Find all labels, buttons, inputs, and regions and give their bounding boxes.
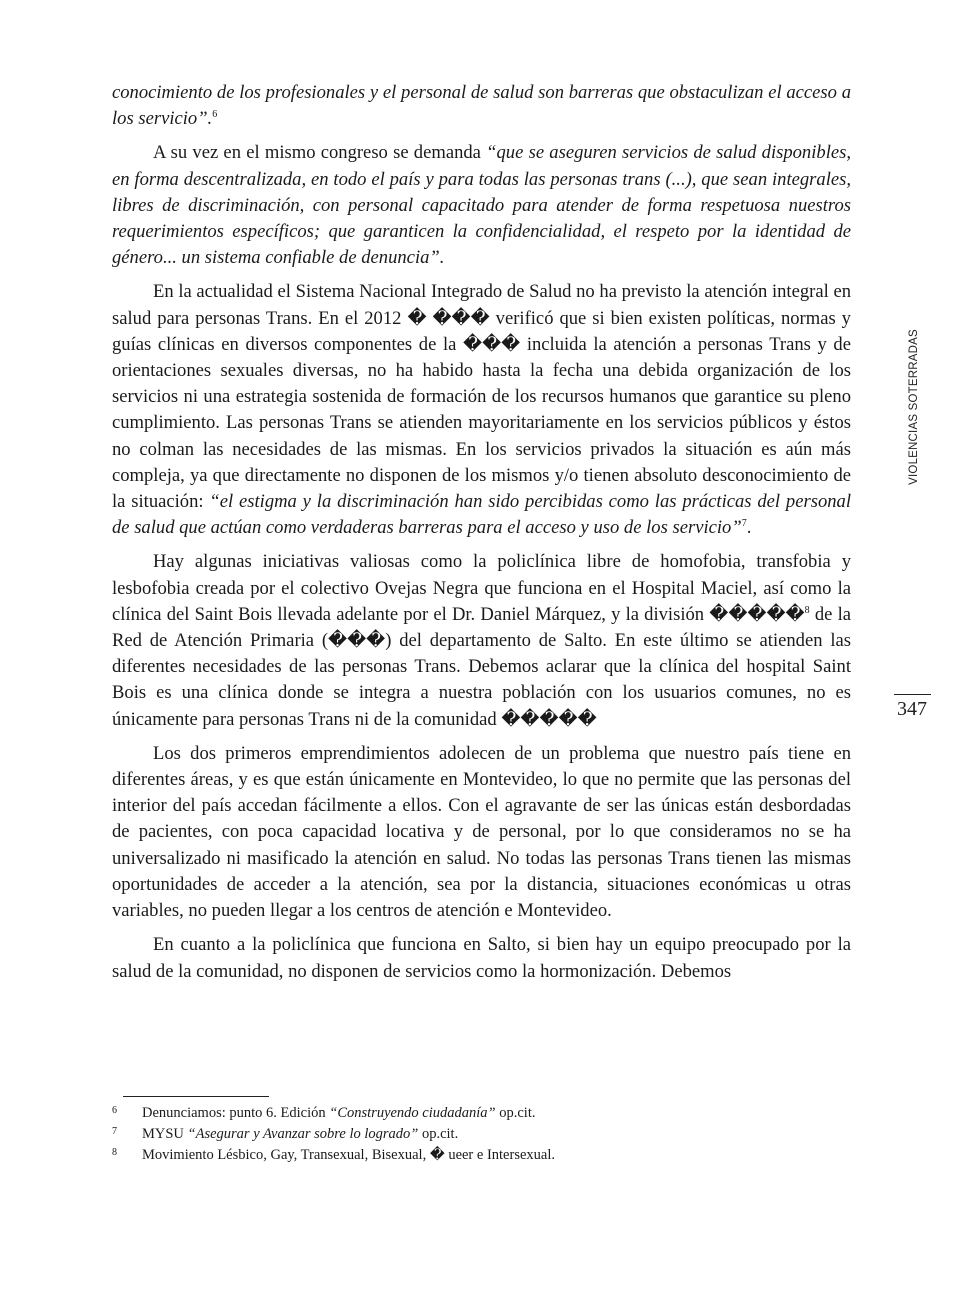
paragraph-text: incluida la atención a personas Trans y de orientaciones sexuales diversas, no ha habido hasta la fecha una debida organización de los servicios ni una estrategia sostenida de formación de los recursos humanos que garantice su pleno cumplimiento. Las personas Trans se atienden mayoritariamente en los servicios públicos y éstos no colman las necesidades de las mismas. En los servicios privados la situación es aún más compleja, ya que directamente no disponen de los mismos y/o tienen absoluto desconocimiento de la situación:: [112, 333, 851, 513]
paragraph-text: ) del departamento de Salto. En este último se atienden las diferentes necesidades de las personas Trans. Debemos aclarar que la clínica del hospital Saint Bois es una clínica donde se integra a nuestra población con los usuarios comunes, no es únicamente para personas Trans ni de la comunidad: [112, 630, 851, 730]
quote-text: “el estigma y la discriminación han sido percibidas como las prácticas del personal de salud que actúan como verdaderas barreras para el acceso y uso de los servicio”: [112, 491, 852, 539]
page-number: 347: [897, 698, 927, 720]
paragraph-1: [112, 80, 851, 132]
footnotes: [112, 1103, 851, 1166]
paragraph-text: En la actualidad el Sistema Nacional Integrado de Salud no ha previsto la atención integral en salud para personas Trans. En el 2012: [112, 281, 851, 329]
footnote-text: Denunciamos: punto 6. Edición “Construyendo ciudadanía” op.cit.: [142, 1105, 536, 1121]
paragraph-text: Hay algunas iniciativas valiosas como la policlínica libre de homofobia, transfobia y lesbofobia creada por el colectivo Ovejas Negra que funciona en el Hospital Maciel, así como la clínica del Saint Bois llevada adelante por el Dr. Daniel Márquez, y la división: [112, 551, 851, 625]
paragraph-text: de la Red de Atención Primaria (: [112, 603, 851, 652]
footnote-ref[interactable]: 6: [212, 109, 218, 121]
paragraph-text: A su vez en el mismo congreso se demanda: [153, 142, 487, 164]
paragraph-text: En cuanto a la policlínica que funciona en Salto, si bien hay un equipo preocupado por la salud de la comunidad, no disponen de servicios como la hormonización. Debemos: [112, 934, 851, 982]
missing-glyphs: ���: [328, 630, 386, 652]
paragraph-5: [112, 741, 851, 924]
paragraph-text: verificó que si bien existen políticas, normas y guías clínicas en diversos componentes de la: [112, 307, 851, 355]
body-text: [112, 80, 851, 993]
paragraph-3: [112, 279, 851, 541]
paragraph-text: .: [746, 517, 752, 539]
paragraph-6: [112, 932, 851, 984]
footnote-ref[interactable]: 8: [804, 604, 810, 616]
footnote-number: 7: [112, 1126, 117, 1137]
missing-glyphs: �����: [709, 603, 805, 625]
footnote-text: Movimiento Lésbico, Gay, Transexual, Bisexual, � ueer e Intersexual.: [142, 1147, 555, 1163]
paragraph-text: Los dos primeros emprendimientos adolecen de un problema que nuestro país tiene en diferentes áreas, y es que están únicamente en Montevideo, lo que no permite que las personas del interior del país accedan fácilmente a ellos. Con el agravante de ser las únicas están desbordadas de pacientes, con poca capacidad locativa y de personal, por lo que consideramos no se ha universalizado ni masificado la atención en salud. No todas las personas Trans tienen las mismas oportunidades de acceder a la atención, sea por la distancia, situaciones económicas u otras variables, no pueden llegar a los centros de atención e Montevideo.: [112, 742, 851, 922]
footnote: [112, 1103, 851, 1124]
footnote: [112, 1124, 851, 1145]
missing-glyphs: � ���: [407, 307, 490, 329]
running-title-text: VIOLENCIAS SOTERRADAS: [908, 329, 920, 485]
footnote-ref[interactable]: 7: [741, 518, 747, 530]
quote-text: “que se aseguren servicios de salud disponibles, en forma descentralizada, en todo el país y para todas las personas trans (...), que sean integrales, libres de discriminación, con personal capacitado para atender de forma respetuosa nuestros requerimientos específicos; que garanticen la confidencialidad, el respeto por la identidad de género... un sistema confiable de denuncia”.: [112, 142, 851, 269]
footnote-number: 8: [112, 1147, 117, 1158]
footnote-text: MYSU “Asegurar y Avanzar sobre lo logrado” op.cit.: [142, 1126, 459, 1142]
paragraph-2: [112, 140, 851, 271]
footnote-number: 6: [112, 1105, 117, 1116]
quote-text: conocimiento de los profesionales y el personal de salud son barreras que obstaculizan el acceso a los servicio”.: [112, 82, 851, 130]
footnote: [112, 1145, 851, 1166]
paragraph-4: [112, 549, 851, 732]
page-number-rule: [894, 694, 931, 695]
running-title: [906, 330, 922, 484]
missing-glyphs: ���: [463, 333, 521, 355]
missing-glyphs: �����: [501, 708, 597, 730]
footnote-separator: [123, 1096, 269, 1097]
